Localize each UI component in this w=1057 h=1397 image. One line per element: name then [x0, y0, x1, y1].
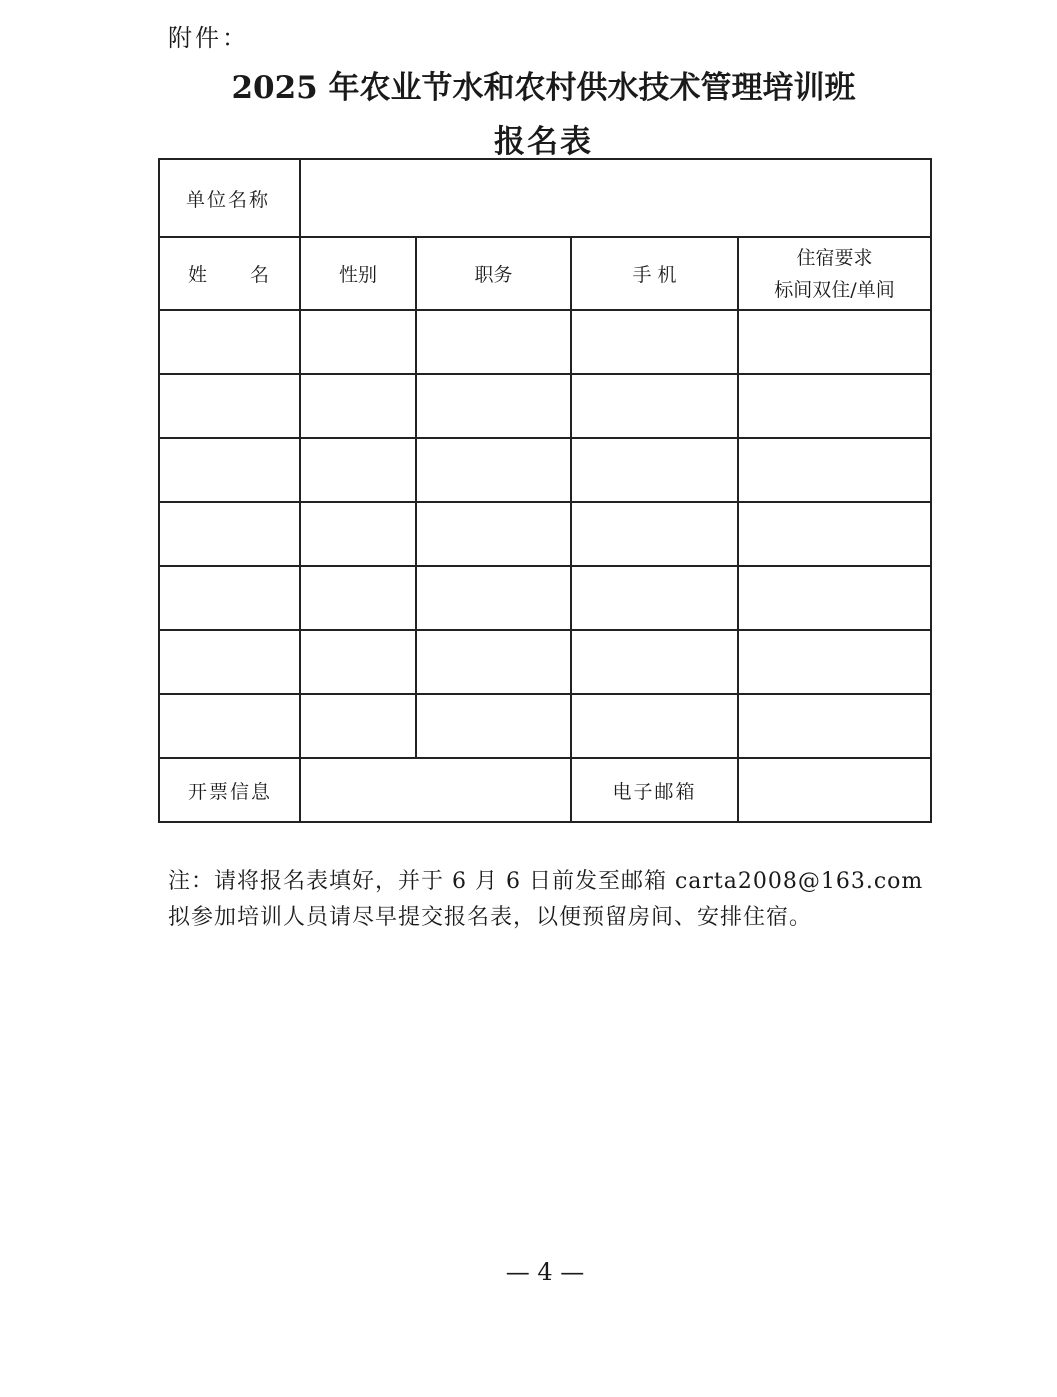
lodging-cell[interactable] [738, 374, 931, 438]
phone-cell[interactable] [571, 566, 738, 630]
name-cell[interactable] [159, 502, 300, 566]
gender-cell[interactable] [300, 438, 416, 502]
position-cell[interactable] [416, 566, 571, 630]
position-cell[interactable] [416, 310, 571, 374]
name-cell[interactable] [159, 630, 300, 694]
name-header-char1: 姓 [188, 264, 210, 286]
table-row [159, 630, 931, 694]
phone-cell[interactable] [571, 694, 738, 758]
position-header: 职务 [416, 237, 571, 310]
lodging-cell[interactable] [738, 566, 931, 630]
registration-form [158, 158, 932, 823]
position-cell[interactable] [416, 374, 571, 438]
name-cell[interactable] [159, 438, 300, 502]
note-block [168, 864, 923, 936]
gender-cell[interactable] [300, 566, 416, 630]
invoice-label: 开票信息 [159, 758, 300, 822]
phone-cell[interactable] [571, 630, 738, 694]
gender-cell[interactable] [300, 374, 416, 438]
phone-header: 手 机 [571, 237, 738, 310]
lodging-cell[interactable] [738, 694, 931, 758]
header-row [159, 237, 931, 310]
name-cell[interactable] [159, 374, 300, 438]
document-title: 2025 年农业节水和农村供水技术管理培训班 [231, 70, 856, 106]
document-subtitle: 报名表 [494, 124, 593, 160]
unit-name-label: 单位名称 [159, 159, 300, 237]
email-field[interactable] [738, 758, 931, 822]
note-line-1: 注：请将报名表填好，并于 6 月 6 日前发至邮箱 carta2008@163.com [168, 869, 924, 894]
table-row [159, 438, 931, 502]
phone-cell[interactable] [571, 438, 738, 502]
invoice-row [159, 758, 931, 822]
position-cell[interactable] [416, 630, 571, 694]
gender-cell[interactable] [300, 502, 416, 566]
table-row [159, 694, 931, 758]
table-row [159, 566, 931, 630]
name-cell[interactable] [159, 310, 300, 374]
phone-cell[interactable] [571, 374, 738, 438]
unit-name-field[interactable] [300, 159, 931, 237]
lodging-cell[interactable] [738, 310, 931, 374]
position-cell[interactable] [416, 438, 571, 502]
name-header-char2: 名 [249, 264, 271, 286]
lodging-header [738, 237, 931, 310]
name-cell[interactable] [159, 694, 300, 758]
gender-cell[interactable] [300, 310, 416, 374]
gender-header: 性别 [300, 237, 416, 310]
lodging-cell[interactable] [738, 630, 931, 694]
unit-row [159, 159, 931, 237]
lodging-cell[interactable] [738, 438, 931, 502]
table-row [159, 374, 931, 438]
position-cell[interactable] [416, 502, 571, 566]
name-cell[interactable] [159, 566, 300, 630]
table-row [159, 502, 931, 566]
gender-cell[interactable] [300, 630, 416, 694]
lodging-cell[interactable] [738, 502, 931, 566]
position-cell[interactable] [416, 694, 571, 758]
attachment-label: 附件： [168, 24, 249, 52]
name-header [159, 237, 300, 310]
gender-cell[interactable] [300, 694, 416, 758]
phone-cell[interactable] [571, 310, 738, 374]
email-label: 电子邮箱 [571, 758, 738, 822]
lodging-header-line2: 标间双住/单间 [774, 278, 895, 301]
note-line-2: 拟参加培训人员请尽早提交报名表，以便预留房间、安排住宿。 [168, 905, 813, 930]
page-number: — 4 — [505, 1258, 585, 1286]
lodging-header-line1: 住宿要求 [796, 246, 873, 269]
invoice-field[interactable] [300, 758, 571, 822]
phone-cell[interactable] [571, 502, 738, 566]
table-row [159, 310, 931, 374]
